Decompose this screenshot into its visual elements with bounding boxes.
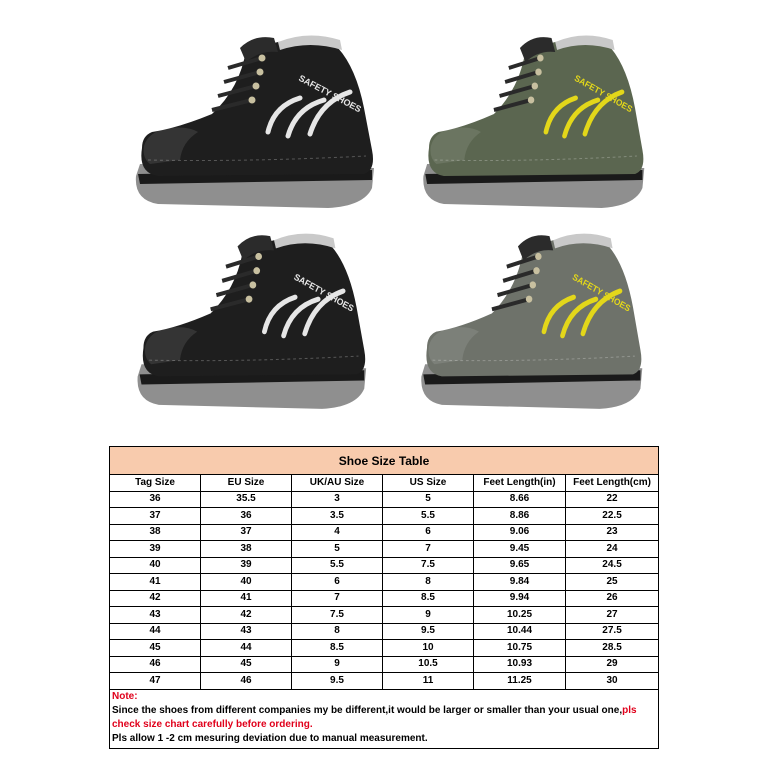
notes-cell xyxy=(110,689,659,748)
table-cell: 9.5 xyxy=(292,673,383,690)
table-cell: 41 xyxy=(201,590,292,607)
table-cell: 6 xyxy=(383,524,474,541)
table-cell: 6 xyxy=(292,574,383,591)
table-cell: 10.5 xyxy=(383,656,474,673)
table-cell: 9.94 xyxy=(474,590,566,607)
svg-text:SAFETY SHOES: SAFETY SHOES xyxy=(572,72,635,115)
table-cell: 46 xyxy=(201,673,292,690)
table-cell: 40 xyxy=(201,574,292,591)
table-cell: 22.5 xyxy=(566,508,659,525)
table-row xyxy=(110,590,659,607)
table-cell: 11 xyxy=(383,673,474,690)
table-cell: 36 xyxy=(201,508,292,525)
shoe-size-table xyxy=(109,446,659,749)
table-cell: 8.5 xyxy=(292,640,383,657)
notes-row xyxy=(110,689,659,748)
table-cell: 3.5 xyxy=(292,508,383,525)
table-cell: 42 xyxy=(201,607,292,624)
table-cell: 37 xyxy=(201,524,292,541)
table-cell: 7 xyxy=(383,541,474,558)
note-title: Note: xyxy=(112,690,138,702)
table-cell: 46 xyxy=(110,656,201,673)
table-cell: 45 xyxy=(110,640,201,657)
table-cell: 8.5 xyxy=(383,590,474,607)
table-row xyxy=(110,491,659,508)
table-cell: 3 xyxy=(292,491,383,508)
table-cell: 43 xyxy=(201,623,292,640)
table-row xyxy=(110,557,659,574)
note-line-2: Pls allow 1 -2 cm mesuring deviation due to manual measurement. xyxy=(112,732,428,744)
table-cell: 43 xyxy=(110,607,201,624)
table-row xyxy=(110,673,659,690)
table-cell: 24.5 xyxy=(566,557,659,574)
table-cell: 9.45 xyxy=(474,541,566,558)
table-title: Shoe Size Table xyxy=(110,447,659,475)
note-line-1: Since the shoes from different companies my be different,it would be larger or smaller than your usual one, xyxy=(112,704,623,716)
column-header: Feet Length(cm) xyxy=(566,475,659,492)
table-cell: 24 xyxy=(566,541,659,558)
table-cell: 26 xyxy=(566,590,659,607)
table-cell: 10.93 xyxy=(474,656,566,673)
table-header-row xyxy=(110,475,659,492)
table-cell: 38 xyxy=(201,541,292,558)
table-cell: 10.44 xyxy=(474,623,566,640)
table-cell: 42 xyxy=(110,590,201,607)
table-cell: 41 xyxy=(110,574,201,591)
table-cell: 4 xyxy=(292,524,383,541)
table-row xyxy=(110,508,659,525)
table-cell: 8 xyxy=(383,574,474,591)
column-header: Feet Length(in) xyxy=(474,475,566,492)
table-cell: 39 xyxy=(110,541,201,558)
table-cell: 22 xyxy=(566,491,659,508)
table-cell: 10.75 xyxy=(474,640,566,657)
table-body xyxy=(110,491,659,689)
table-cell: 25 xyxy=(566,574,659,591)
table-cell: 28.5 xyxy=(566,640,659,657)
table-cell: 39 xyxy=(201,557,292,574)
table-cell: 9 xyxy=(292,656,383,673)
table-cell: 37 xyxy=(110,508,201,525)
table-cell: 23 xyxy=(566,524,659,541)
table-cell: 8.66 xyxy=(474,491,566,508)
column-header: EU Size xyxy=(201,475,292,492)
table-cell: 7 xyxy=(292,590,383,607)
table-cell: 45 xyxy=(201,656,292,673)
table-cell: 44 xyxy=(201,640,292,657)
note-line-1-warning: pls check size chart carefully before ordering. xyxy=(112,704,637,730)
svg-text:SAFETY SHOES: SAFETY SHOES xyxy=(297,72,363,115)
table-cell: 7.5 xyxy=(383,557,474,574)
table-row xyxy=(110,607,659,624)
table-cell: 9.65 xyxy=(474,557,566,574)
table-cell: 9 xyxy=(383,607,474,624)
table-cell: 36 xyxy=(110,491,201,508)
table-cell: 10 xyxy=(383,640,474,657)
table-cell: 5 xyxy=(383,491,474,508)
black-boot-angle-image xyxy=(130,226,370,414)
table-row xyxy=(110,574,659,591)
black-boot-side-image xyxy=(128,28,378,213)
table-cell: 47 xyxy=(110,673,201,690)
column-header: US Size xyxy=(383,475,474,492)
column-header: Tag Size xyxy=(110,475,201,492)
column-header: UK/AU Size xyxy=(292,475,383,492)
table-cell: 27.5 xyxy=(566,623,659,640)
green-boot-side-image xyxy=(416,28,648,213)
table-row xyxy=(110,541,659,558)
table-cell: 9.84 xyxy=(474,574,566,591)
table-cell: 35.5 xyxy=(201,491,292,508)
table-cell: 40 xyxy=(110,557,201,574)
table-row xyxy=(110,623,659,640)
table-cell: 8.86 xyxy=(474,508,566,525)
table-cell: 11.25 xyxy=(474,673,566,690)
table-cell: 9.06 xyxy=(474,524,566,541)
svg-text:SAFETY SHOES: SAFETY SHOES xyxy=(292,271,356,314)
table-cell: 30 xyxy=(566,673,659,690)
table-cell: 10.25 xyxy=(474,607,566,624)
table-cell: 9.5 xyxy=(383,623,474,640)
grey-boot-angle-image xyxy=(414,226,646,414)
table-cell: 5 xyxy=(292,541,383,558)
table-cell: 44 xyxy=(110,623,201,640)
table-cell: 29 xyxy=(566,656,659,673)
table-row xyxy=(110,640,659,657)
table-cell: 5.5 xyxy=(292,557,383,574)
svg-text:SAFETY SHOES: SAFETY SHOES xyxy=(570,271,633,314)
table-row xyxy=(110,656,659,673)
table-row xyxy=(110,524,659,541)
table-cell: 8 xyxy=(292,623,383,640)
table-cell: 5.5 xyxy=(383,508,474,525)
table-cell: 27 xyxy=(566,607,659,624)
table-cell: 38 xyxy=(110,524,201,541)
table-cell: 7.5 xyxy=(292,607,383,624)
